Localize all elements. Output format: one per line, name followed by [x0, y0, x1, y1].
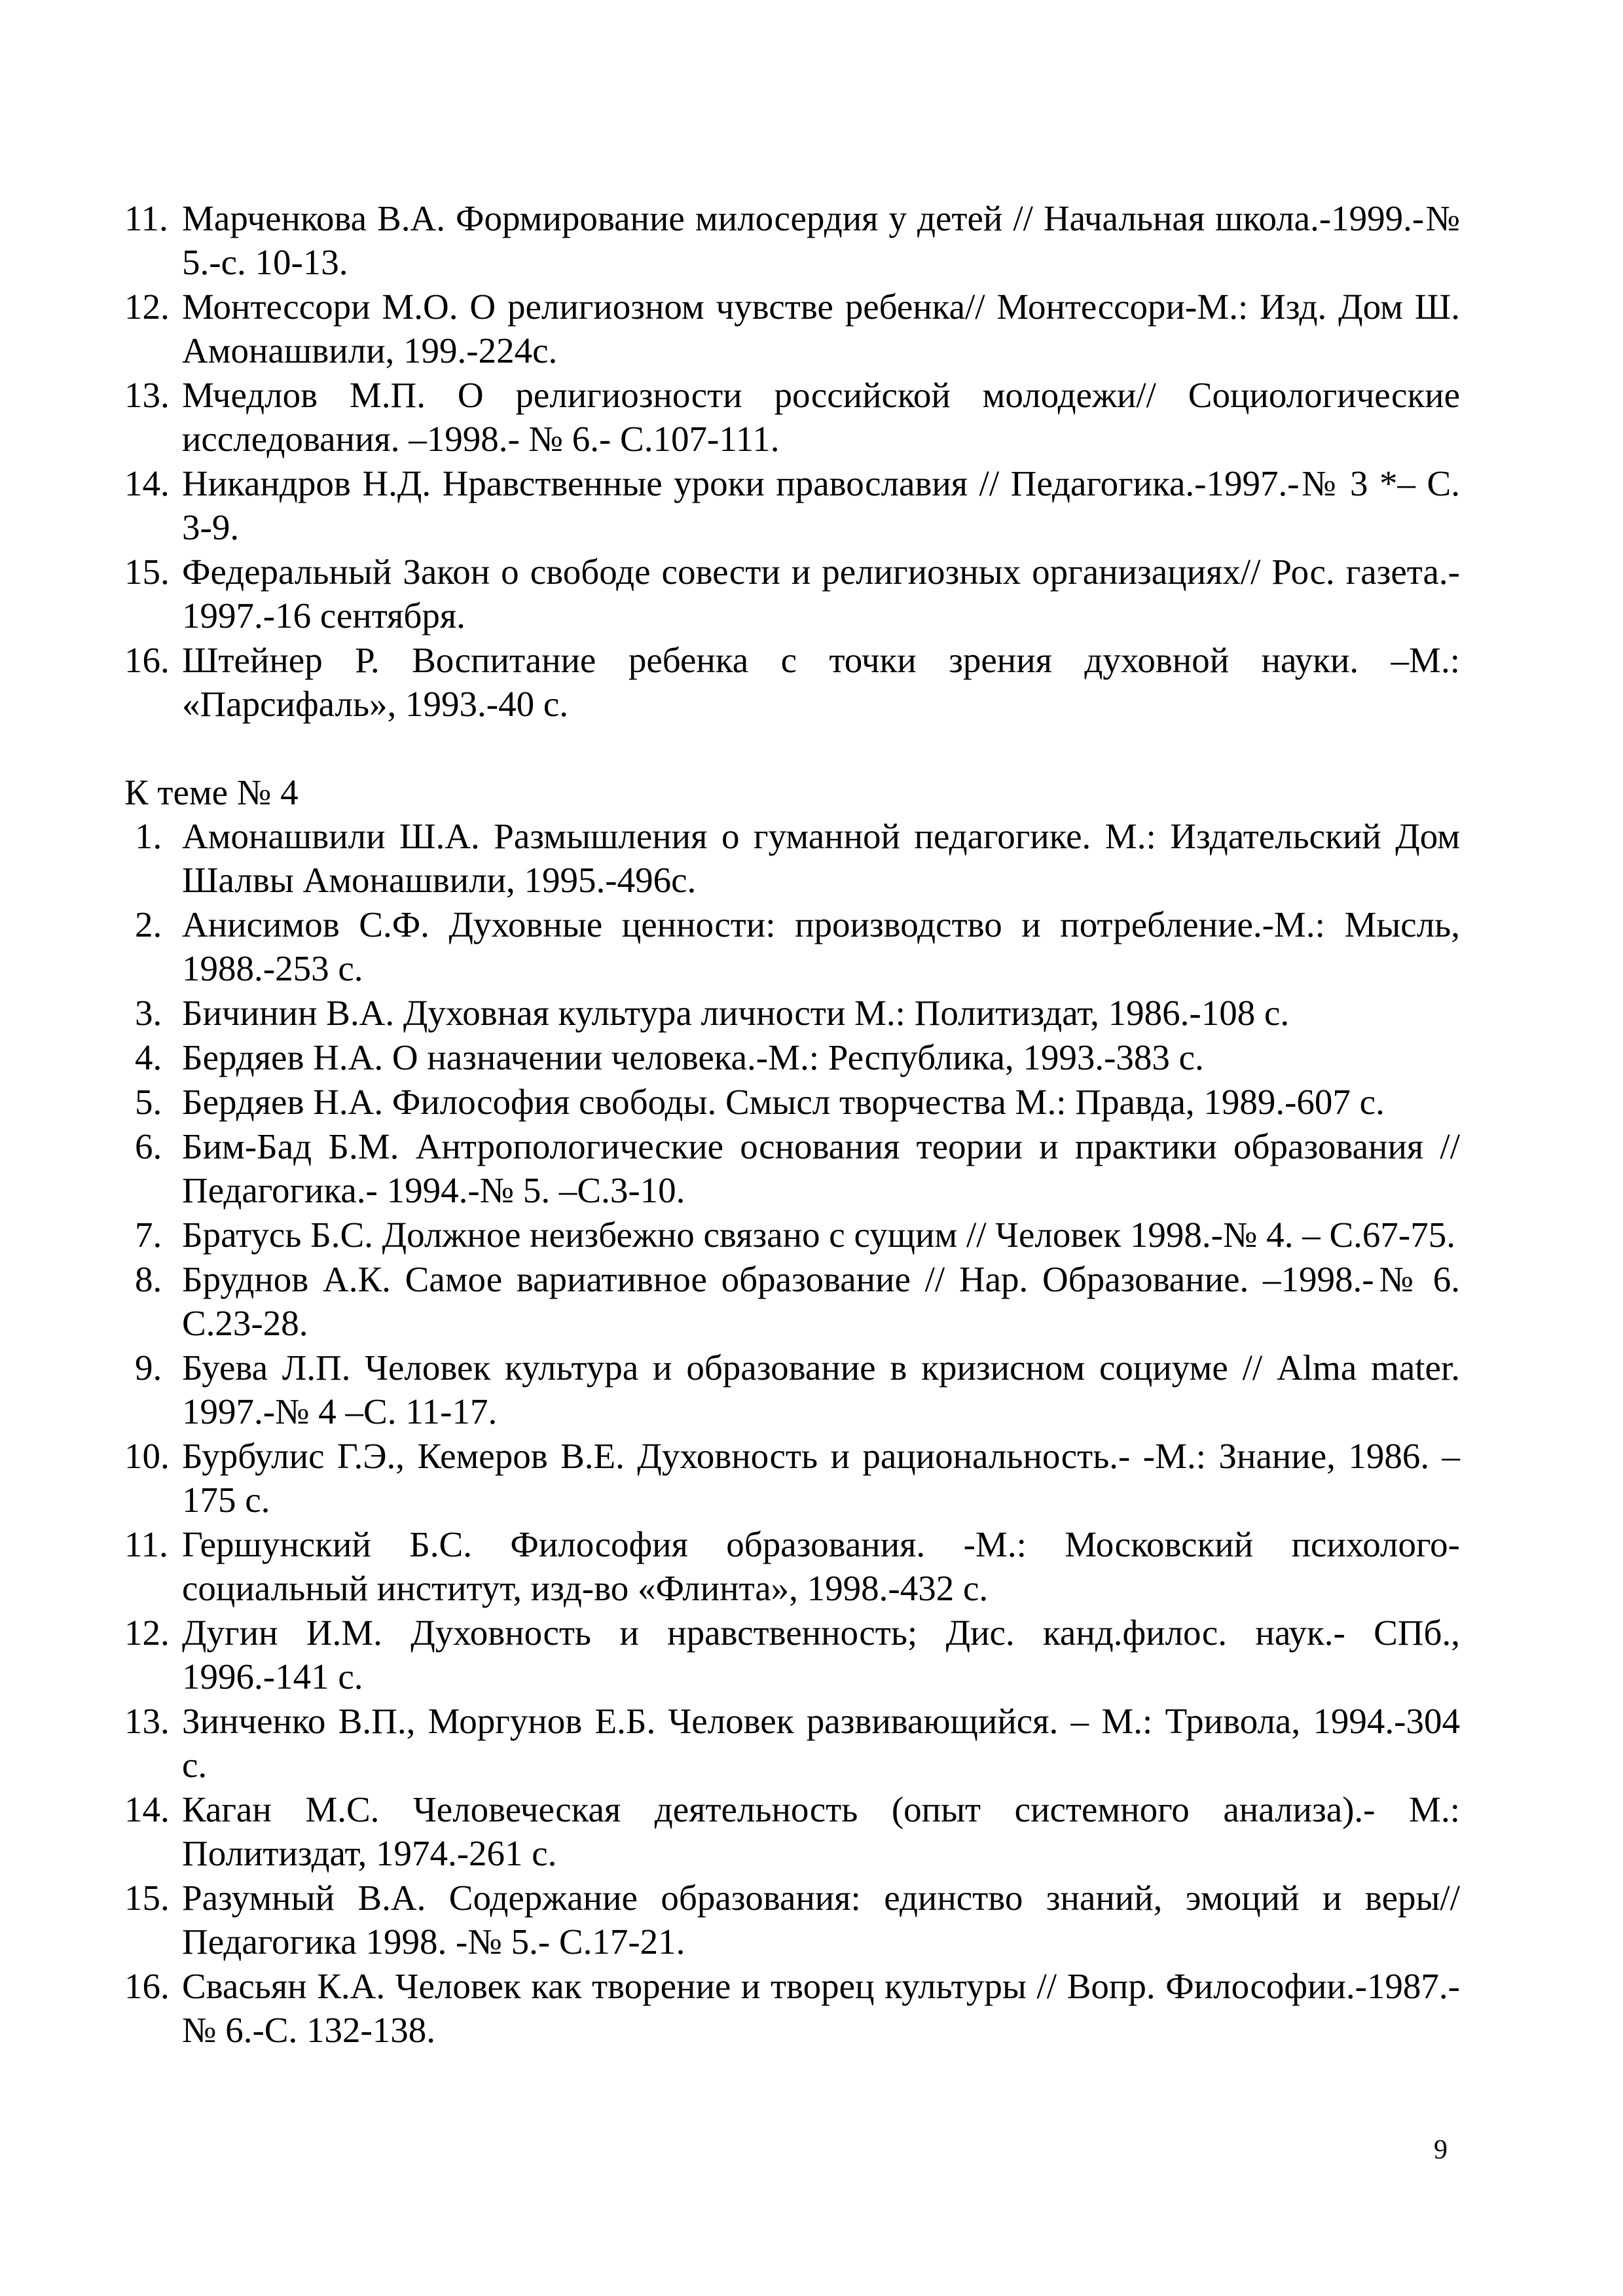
item-text: Федеральный Закон о свободе совести и религиозных организациях// Рос. газета.- 1997.-16 сентября.: [182, 552, 1460, 636]
item-number: 7.: [135, 1215, 162, 1255]
item-text: Бердяев Н.А. О назначении человека.-М.: Республика, 1993.-383 с.: [182, 1037, 1204, 1077]
item-number: 3.: [135, 993, 162, 1033]
item-number: 14.: [124, 1789, 170, 1829]
item-number: 12.: [124, 287, 170, 327]
item-number: 12.: [124, 1613, 170, 1653]
item-number: 13.: [124, 1701, 170, 1741]
item-number: 6.: [135, 1126, 162, 1166]
list-item: [124, 196, 1460, 284]
list-item: [124, 1876, 1460, 1964]
list-item: [124, 1522, 1460, 1610]
item-number: 11.: [124, 1524, 168, 1564]
item-number: 16.: [124, 640, 170, 680]
list-item: [124, 550, 1460, 637]
list-item: [124, 285, 1460, 372]
list-item: [124, 638, 1460, 726]
item-text: Разумный В.А. Содержание образования: единство знаний, эмоций и веры// Педагогика 1998. -№ 5.- С.17-21.: [182, 1878, 1460, 1962]
item-text: Мчедлов М.П. О религиозности российской молодежи// Социологические исследования. –1998.- № 6.- С.107-111.: [182, 375, 1460, 459]
item-number: 5.: [135, 1082, 162, 1122]
item-number: 10.: [124, 1436, 170, 1476]
item-number: 8.: [135, 1259, 162, 1299]
list-item: [124, 1611, 1460, 1698]
list-item: [124, 1080, 1460, 1124]
list-item: [124, 1213, 1460, 1257]
item-number: 14.: [124, 463, 170, 503]
item-text: Анисимов С.Ф. Духовные ценности: производство и потребление.-М.: Мысль, 1988.-253 с.: [182, 905, 1460, 988]
item-text: Братусь Б.С. Должное неизбежно связано с сущим // Человек 1998.-№ 4. – С.67-75.: [182, 1215, 1455, 1255]
list-item: [124, 1124, 1460, 1212]
item-text: Бичинин В.А. Духовная культура личности М.: Политиздат, 1986.-108 с.: [182, 993, 1290, 1033]
list-item: [124, 903, 1460, 990]
item-text: Зинченко В.П., Моргунов Е.Б. Человек развивающийся. – М.: Тривола, 1994.-304 с.: [182, 1701, 1460, 1785]
list-item: [124, 461, 1460, 549]
item-number: 9.: [135, 1348, 162, 1388]
item-text: Бердяев Н.А. Философия свободы. Смысл творчества М.: Правда, 1989.-607 с.: [182, 1082, 1385, 1122]
list-item: [124, 1257, 1460, 1345]
page-content: [124, 196, 1460, 2053]
item-number: 4.: [135, 1037, 162, 1077]
list-item: [124, 373, 1460, 461]
list-item: [124, 991, 1460, 1035]
page-number: 9: [1434, 2135, 1448, 2165]
reference-list-theme-4: [124, 814, 1460, 2052]
item-number: 2.: [135, 905, 162, 944]
item-text: Бруднов А.К. Самое вариативное образование // Нар. Образование. –1998.-№ 6. С.23-28.: [182, 1259, 1460, 1343]
item-number: 15.: [124, 552, 170, 592]
item-text: Буева Л.П. Человек культура и образование в кризисном социуме // Alma mater. 1997.-№ 4 –С. 11-17.: [182, 1348, 1460, 1431]
item-number: 11.: [124, 198, 168, 238]
item-number: 13.: [124, 375, 170, 415]
item-text: Гершунский Б.С. Философия образования. -М.: Московский психолого-социальный институт, изд-во «Флинта», 1998.-432 с.: [182, 1524, 1460, 1608]
item-number: 1.: [135, 816, 162, 856]
item-text: Никандров Н.Д. Нравственные уроки православия // Педагогика.-1997.-№ 3 *– С. 3-9.: [182, 463, 1460, 547]
item-text: Бим-Бад Б.М. Антропологические основания теории и практики образования // Педагогика.- 1994.-№ 5. –С.3-10.: [182, 1126, 1460, 1210]
list-item: [124, 1434, 1460, 1522]
list-item: [124, 1787, 1460, 1875]
item-text: Амонашвили Ш.А. Размышления о гуманной педагогике. М.: Издательский Дом Шалвы Амонашвили, 1995.-496с.: [182, 816, 1460, 900]
list-item: [124, 1035, 1460, 1079]
item-number: 16.: [124, 1966, 170, 2006]
item-text: Монтессори М.О. О религиозном чувстве ребенка// Монтессори-М.: Изд. Дом Ш. Амонашвили, 199.-224с.: [182, 287, 1460, 370]
item-text: Бурбулис Г.Э., Кемеров В.Е. Духовность и рациональность.- -М.: Знание, 1986. –175 с.: [182, 1436, 1460, 1520]
section-heading: К теме № 4: [124, 772, 299, 812]
item-number: 15.: [124, 1878, 170, 1918]
item-text: Каган М.С. Человеческая деятельность (опыт системного анализа).- М.: Политиздат, 1974.-261 с.: [182, 1789, 1460, 1873]
item-text: Дугин И.М. Духовность и нравственность; Дис. канд.филос. наук.- СПб., 1996.-141 с.: [182, 1613, 1460, 1696]
list-item: [124, 1699, 1460, 1787]
section-spacer: [124, 726, 1460, 770]
list-item: [124, 814, 1460, 902]
list-item: [124, 1346, 1460, 1433]
item-text: Марченкова В.А. Формирование милосердия у детей // Начальная школа.-1999.-№ 5.-с. 10-13.: [182, 198, 1460, 282]
item-text: Штейнер Р. Воспитание ребенка с точки зрения духовной науки. –М.: «Парсифаль», 1993.-40 с.: [182, 640, 1460, 724]
reference-list-continued: [124, 196, 1460, 726]
item-text: Свасьян К.А. Человек как творение и творец культуры // Вопр. Философии.-1987.-№ 6.-С. 132-138.: [182, 1966, 1460, 2050]
list-item: [124, 1964, 1460, 2052]
